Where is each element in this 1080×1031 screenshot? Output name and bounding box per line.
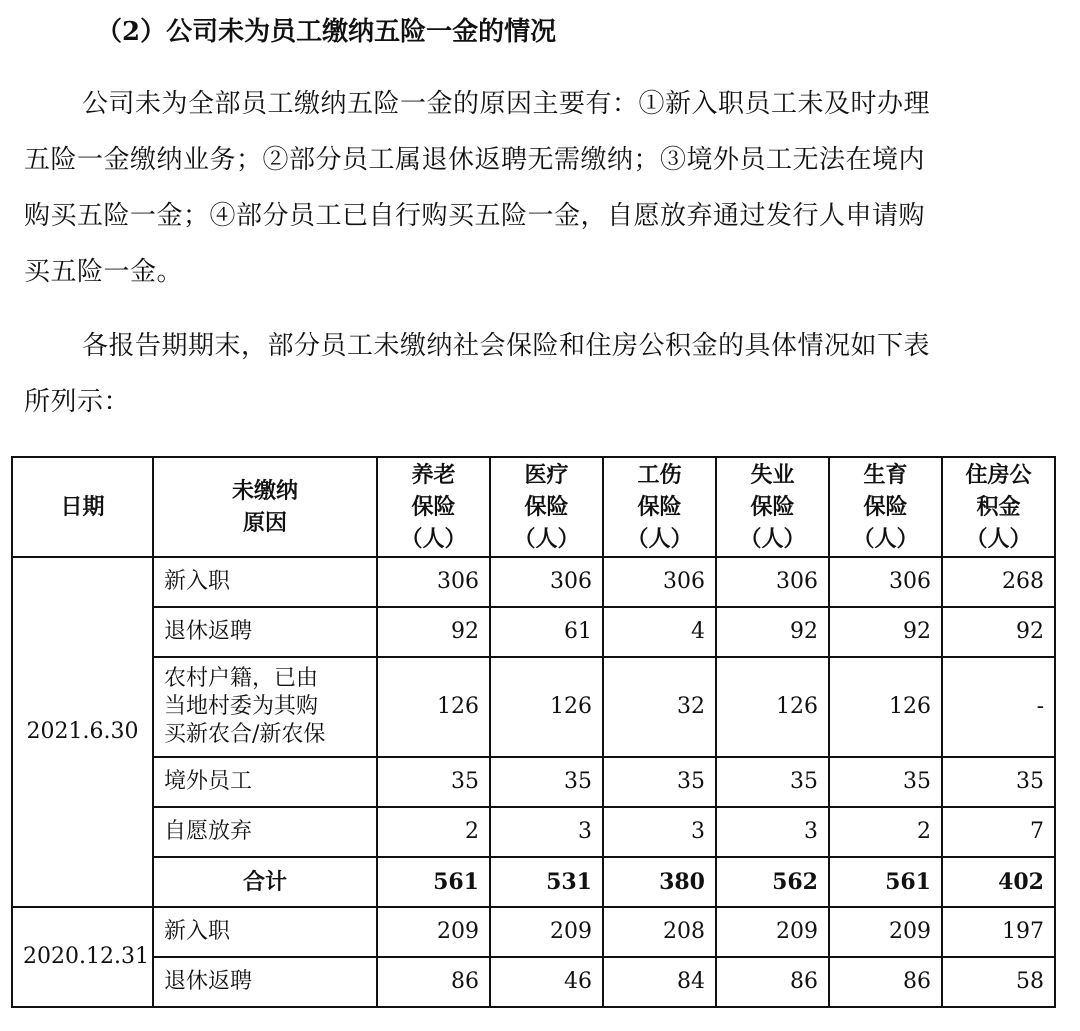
value-cell: 35 (716, 757, 829, 807)
reason-cell: 退休返聘 (153, 957, 377, 1007)
value-cell: 4 (603, 607, 716, 657)
value-cell: 209 (716, 907, 829, 957)
reason-cell: 自愿放弃 (153, 807, 377, 857)
value-cell: 3 (716, 807, 829, 857)
total-cell: 531 (490, 857, 603, 907)
paragraph-line: 各报告期期末，部分员工未缴纳社会保险和住房公积金的具体情况如下表 (82, 331, 931, 361)
value-cell: 61 (490, 607, 603, 657)
header-maternity: 生育 保险 （人） (829, 457, 942, 557)
paragraph-reasons (24, 76, 1044, 300)
value-cell: 306 (829, 557, 942, 607)
total-cell: 402 (942, 857, 1055, 907)
value-cell: 126 (716, 657, 829, 757)
paragraph-line: 所列示： (24, 387, 131, 417)
value-cell: 35 (603, 757, 716, 807)
header-injury: 工伤 保险 （人） (603, 457, 716, 557)
unpaid-insurance-table (11, 456, 1056, 1008)
value-cell: 306 (490, 557, 603, 607)
value-cell: 306 (603, 557, 716, 607)
value-cell: 35 (377, 757, 490, 807)
value-cell: 2 (829, 807, 942, 857)
section-heading: （2）公司未为员工缴纳五险一金的情况 (96, 17, 557, 47)
table-row (12, 957, 1055, 1007)
header-medical: 医疗 保险 （人） (490, 457, 603, 557)
date-cell: 2021.6.30 (12, 557, 153, 907)
table-row (12, 757, 1055, 807)
value-cell: 197 (942, 907, 1055, 957)
value-cell: 35 (942, 757, 1055, 807)
value-cell: 92 (829, 607, 942, 657)
table-row (12, 807, 1055, 857)
reason-cell: 农村户籍，已由 当地村委为其购 买新农合/新农保 (153, 657, 377, 757)
header-date: 日期 (12, 457, 153, 557)
date-cell: 2020.12.31 (12, 907, 153, 1007)
total-cell: 561 (829, 857, 942, 907)
table-row (12, 907, 1055, 957)
paragraph-line: 五险一金缴纳业务；②部分员工属退休返聘无需缴纳；③境外员工无法在境内 (24, 145, 926, 175)
value-cell: 268 (942, 557, 1055, 607)
value-cell: 35 (490, 757, 603, 807)
header-pension: 养老 保险 （人） (377, 457, 490, 557)
reason-cell: 新入职 (153, 907, 377, 957)
value-cell: 2 (377, 807, 490, 857)
value-cell: 35 (829, 757, 942, 807)
value-cell: 86 (829, 957, 942, 1007)
value-cell: 92 (377, 607, 490, 657)
value-cell: 126 (829, 657, 942, 757)
value-cell: 86 (377, 957, 490, 1007)
paragraph-line: 买五险一金。 (24, 257, 184, 287)
value-cell: - (942, 657, 1055, 757)
total-label: 合计 (153, 857, 377, 907)
reason-cell: 新入职 (153, 557, 377, 607)
header-unemployment: 失业 保险 （人） (716, 457, 829, 557)
value-cell: 92 (716, 607, 829, 657)
value-cell: 209 (377, 907, 490, 957)
value-cell: 86 (716, 957, 829, 1007)
value-cell: 46 (490, 957, 603, 1007)
value-cell: 126 (377, 657, 490, 757)
value-cell: 3 (603, 807, 716, 857)
paragraph-line: 公司未为全部员工缴纳五险一金的原因主要有：①新入职员工未及时办理 (82, 89, 931, 119)
table-total-row (12, 857, 1055, 907)
table-row (12, 557, 1055, 607)
table-row (12, 607, 1055, 657)
value-cell: 209 (829, 907, 942, 957)
value-cell: 32 (603, 657, 716, 757)
value-cell: 306 (716, 557, 829, 607)
value-cell: 58 (942, 957, 1055, 1007)
value-cell: 84 (603, 957, 716, 1007)
value-cell: 126 (490, 657, 603, 757)
total-cell: 380 (603, 857, 716, 907)
value-cell: 208 (603, 907, 716, 957)
table-row (12, 657, 1055, 757)
table-header-row (12, 457, 1055, 557)
total-cell: 561 (377, 857, 490, 907)
reason-cell: 境外员工 (153, 757, 377, 807)
paragraph-intro-table (24, 318, 1044, 430)
value-cell: 306 (377, 557, 490, 607)
total-cell: 562 (716, 857, 829, 907)
value-cell: 3 (490, 807, 603, 857)
value-cell: 92 (942, 607, 1055, 657)
value-cell: 7 (942, 807, 1055, 857)
header-reason: 未缴纳 原因 (153, 457, 377, 557)
value-cell: 209 (490, 907, 603, 957)
reason-cell: 退休返聘 (153, 607, 377, 657)
paragraph-line: 购买五险一金；④部分员工已自行购买五险一金，自愿放弃通过发行人申请购 (24, 201, 926, 231)
header-housing-fund: 住房公 积金 （人） (942, 457, 1055, 557)
